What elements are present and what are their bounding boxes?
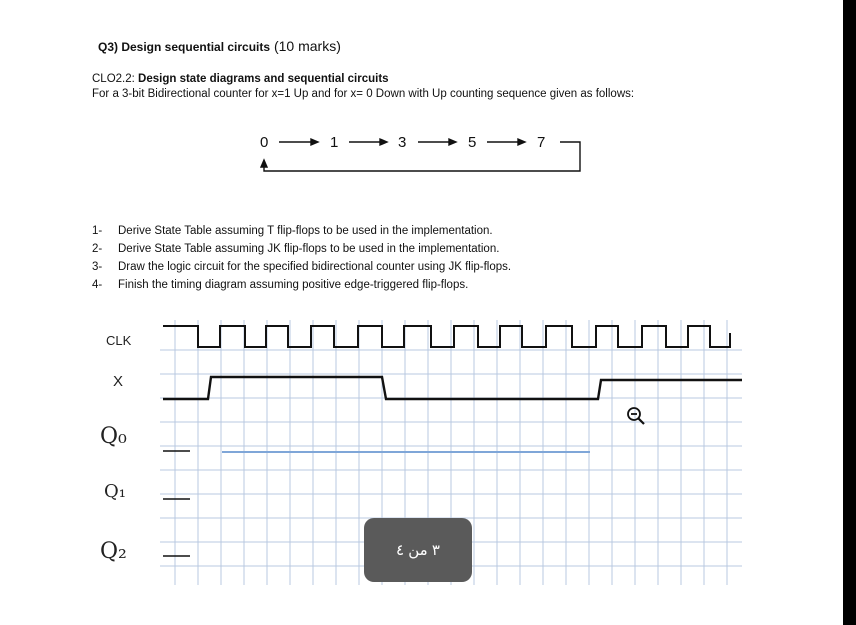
task-item: 2- Derive State Table assuming JK flip-flops to be used in the implementation.	[92, 243, 500, 255]
page-indicator-badge: ٣ من ٤	[364, 518, 472, 582]
task-item: 3- Draw the logic circuit for the specified bidirectional counter using JK flip-flops.	[92, 261, 512, 273]
state-7: 7	[537, 134, 546, 151]
question-marks: (10 marks)	[273, 38, 341, 54]
clo-description: For a 3-bit Bidirectional counter for x=1 Up and for x= 0 Down with Up counting sequence given as follows:	[92, 88, 635, 100]
task-item: 4- Finish the timing diagram assuming positive edge-triggered flip-flops.	[92, 279, 469, 291]
clk-waveform	[163, 326, 730, 347]
state-sequence-diagram	[0, 0, 856, 200]
arrow-7-0-return	[264, 142, 580, 171]
x-label: X	[113, 373, 124, 390]
question-title-bold: Q3) Design sequential circuits	[98, 40, 271, 54]
right-edge-bar	[843, 0, 856, 625]
q1-label: Q₁	[104, 481, 126, 502]
state-3: 3	[398, 134, 407, 151]
state-0: 0	[260, 134, 269, 151]
zoom-out-icon[interactable]	[625, 405, 647, 427]
clo-heading: Design state diagrams and sequential circuits	[138, 73, 389, 85]
q2-label: Q₂	[100, 539, 127, 564]
clo-code: CLO2.2:	[92, 73, 135, 85]
state-5: 5	[468, 134, 477, 151]
q0-label: Q₀	[100, 424, 127, 449]
task-item: 1- Derive State Table assuming T flip-flops to be used in the implementation.	[92, 225, 493, 237]
clk-label: CLK	[106, 333, 132, 348]
x-waveform	[163, 377, 742, 399]
state-1: 1	[330, 134, 339, 151]
task-list	[92, 222, 511, 294]
